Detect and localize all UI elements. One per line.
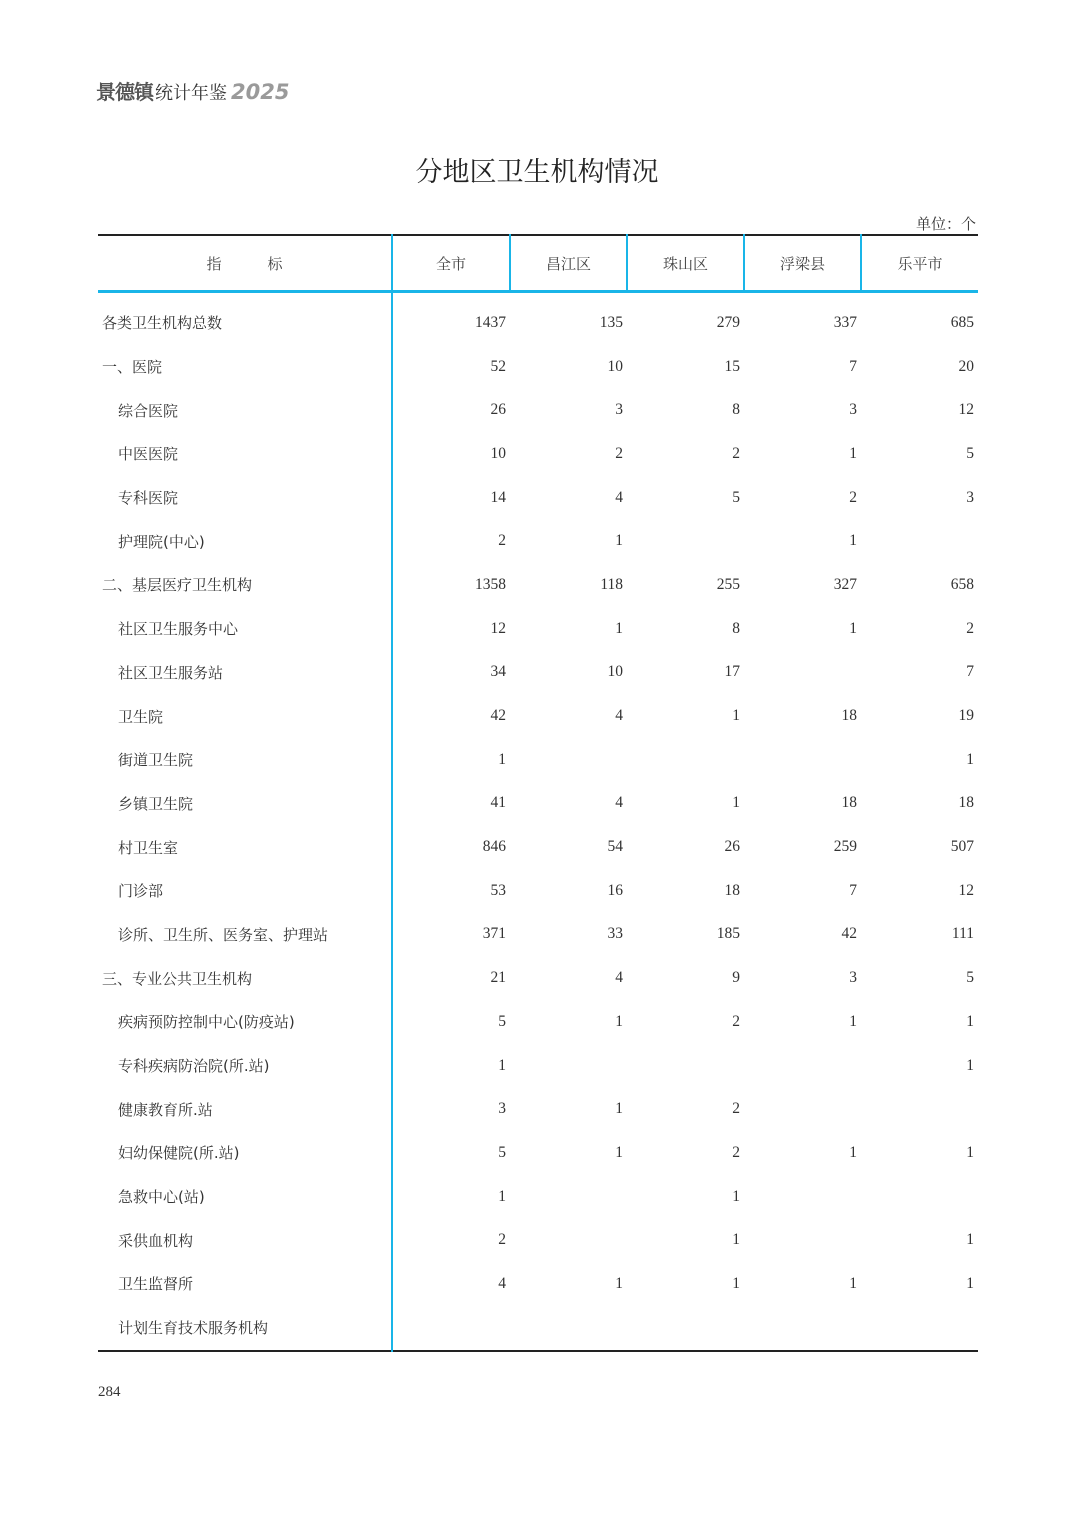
table-cell: 2 <box>732 1100 740 1118</box>
table-cell: 1 <box>615 1274 623 1292</box>
table-cell: 1 <box>498 750 506 768</box>
table-cell <box>627 738 744 782</box>
table-cell: 1 <box>732 707 740 725</box>
table-cell: 19 <box>958 707 974 725</box>
table-cell: 26 <box>724 838 740 856</box>
table-cell: 12 <box>958 401 974 419</box>
table-cell: 42 <box>841 925 857 943</box>
table-cell: 1358 <box>475 575 506 593</box>
row-indicator-name: 中医医院 <box>98 432 392 476</box>
table-cell: 2 <box>849 488 857 506</box>
table-cell: 18 <box>958 794 974 812</box>
table-row <box>98 1044 978 1088</box>
row-indicator-name: 村卫生室 <box>98 825 392 869</box>
table-cell: 1 <box>732 1231 740 1249</box>
table-row <box>98 869 978 913</box>
table-cell: 3 <box>849 401 857 419</box>
table-cell: 1 <box>966 1056 974 1074</box>
table-cell: 1 <box>732 794 740 812</box>
table-cell <box>744 1175 861 1219</box>
table-cell: 685 <box>950 313 974 331</box>
table-cell: 3 <box>966 488 974 506</box>
page-title: 分地区卫生机构情况 <box>415 157 659 188</box>
table-cell: 1 <box>966 1012 974 1030</box>
table-row <box>98 1218 978 1262</box>
table-row <box>98 694 978 738</box>
table-row <box>98 738 978 782</box>
table-cell: 10 <box>490 444 506 462</box>
table-cell: 658 <box>950 575 974 593</box>
row-indicator-name: 一、医院 <box>98 345 392 389</box>
table-cell: 1 <box>615 532 623 550</box>
table-cell <box>510 1044 627 1088</box>
table-cell: 12 <box>958 881 974 899</box>
table-cell: 33 <box>607 925 623 943</box>
table-cell: 4 <box>615 488 623 506</box>
table-cell: 371 <box>482 925 506 943</box>
table-cell: 507 <box>950 838 974 856</box>
column-header-indicator <box>98 235 392 292</box>
table-cell: 2 <box>732 444 740 462</box>
table-cell: 259 <box>833 838 857 856</box>
table-cell: 2 <box>732 1143 740 1161</box>
table-cell: 1 <box>732 1274 740 1292</box>
table-row <box>98 292 978 345</box>
table-cell: 2 <box>498 1231 506 1249</box>
indicator-header-char-1: 指 <box>206 254 222 273</box>
table-cell <box>627 519 744 563</box>
table-cell: 118 <box>600 575 623 593</box>
table-cell: 2 <box>498 532 506 550</box>
table-cell: 4 <box>498 1274 506 1292</box>
table-row <box>98 345 978 389</box>
table-cell: 1 <box>849 1274 857 1292</box>
table-row <box>98 1262 978 1306</box>
row-indicator-name: 卫生监督所 <box>98 1262 392 1306</box>
table-row <box>98 1131 978 1175</box>
table-cell: 327 <box>833 575 857 593</box>
table-cell: 12 <box>490 619 506 637</box>
table-row <box>98 388 978 432</box>
row-indicator-name: 三、专业公共卫生机构 <box>98 956 392 1000</box>
table-cell: 279 <box>716 313 740 331</box>
running-header <box>96 76 289 102</box>
table-cell: 15 <box>724 357 740 375</box>
table-cell: 1 <box>498 1056 506 1074</box>
table-cell <box>861 519 978 563</box>
table-row <box>98 476 978 520</box>
column-header-city-total: 全市 <box>392 235 510 292</box>
table-cell: 54 <box>607 838 623 856</box>
table-header-row <box>98 235 978 292</box>
table-cell: 1 <box>615 1012 623 1030</box>
row-indicator-name: 乡镇卫生院 <box>98 782 392 826</box>
table-row <box>98 432 978 476</box>
table-cell: 1 <box>849 619 857 637</box>
row-indicator-name: 门诊部 <box>98 869 392 913</box>
table-cell: 1 <box>732 1187 740 1205</box>
row-indicator-name: 专科医院 <box>98 476 392 520</box>
table-cell: 14 <box>490 488 506 506</box>
row-indicator-name: 街道卫生院 <box>98 738 392 782</box>
table-cell: 34 <box>490 663 506 681</box>
table-cell: 8 <box>732 619 740 637</box>
row-indicator-name: 卫生院 <box>98 694 392 738</box>
row-indicator-name: 急救中心(站) <box>98 1175 392 1219</box>
table-cell <box>744 1044 861 1088</box>
table-row <box>98 607 978 651</box>
table-row <box>98 1306 978 1351</box>
table-cell: 4 <box>615 707 623 725</box>
table-cell: 3 <box>615 401 623 419</box>
table-cell: 1 <box>615 1100 623 1118</box>
table-cell: 1 <box>966 1143 974 1161</box>
row-indicator-name: 综合医院 <box>98 388 392 432</box>
table-cell: 1 <box>615 619 623 637</box>
table-row <box>98 1000 978 1044</box>
table-cell: 2 <box>732 1012 740 1030</box>
table-cell: 3 <box>849 969 857 987</box>
table-cell: 52 <box>490 357 506 375</box>
row-indicator-name: 健康教育所.站 <box>98 1087 392 1131</box>
table-cell: 18 <box>841 794 857 812</box>
table-cell: 1 <box>966 750 974 768</box>
table-cell: 26 <box>490 401 506 419</box>
table-cell <box>392 1306 510 1351</box>
table-cell: 846 <box>482 838 506 856</box>
table-cell: 3 <box>498 1100 506 1118</box>
column-header-fuliang: 浮梁县 <box>744 235 861 292</box>
table-cell <box>744 651 861 695</box>
header-city: 景德镇 <box>96 80 153 104</box>
row-indicator-name: 二、基层医疗卫生机构 <box>98 563 392 607</box>
table-cell: 10 <box>607 357 623 375</box>
table-row <box>98 956 978 1000</box>
row-indicator-name: 护理院(中心) <box>98 519 392 563</box>
table-cell: 1 <box>849 532 857 550</box>
row-indicator-name: 社区卫生服务中心 <box>98 607 392 651</box>
table-cell: 16 <box>607 881 623 899</box>
row-indicator-name: 各类卫生机构总数 <box>98 292 392 345</box>
table-cell: 135 <box>599 313 623 331</box>
table-cell <box>627 1044 744 1088</box>
table-cell: 5 <box>966 444 974 462</box>
row-indicator-name: 计划生育技术服务机构 <box>98 1306 392 1351</box>
table-cell <box>510 1218 627 1262</box>
table-cell: 7 <box>849 357 857 375</box>
row-indicator-name: 诊所、卫生所、医务室、护理站 <box>98 913 392 957</box>
table-cell: 41 <box>490 794 506 812</box>
column-header-changjiang: 昌江区 <box>510 235 627 292</box>
table-cell <box>510 1306 627 1351</box>
table-cell: 1 <box>966 1274 974 1292</box>
table-cell: 5 <box>498 1143 506 1161</box>
header-year: 2025 <box>231 80 290 104</box>
table-cell <box>861 1306 978 1351</box>
row-indicator-name: 专科疾病防治院(所.站) <box>98 1044 392 1088</box>
table-cell: 337 <box>833 313 857 331</box>
table-cell: 18 <box>841 707 857 725</box>
table-cell <box>627 1306 744 1351</box>
table-cell <box>744 738 861 782</box>
table-cell <box>861 1087 978 1131</box>
column-header-zhushan: 珠山区 <box>627 235 744 292</box>
table-cell: 5 <box>732 488 740 506</box>
table-cell: 1 <box>849 444 857 462</box>
page-number: 284 <box>98 1384 121 1400</box>
table-cell: 1 <box>849 1012 857 1030</box>
row-indicator-name: 妇幼保健院(所.站) <box>98 1131 392 1175</box>
table-cell <box>861 1175 978 1219</box>
row-indicator-name: 采供血机构 <box>98 1218 392 1262</box>
table-row <box>98 1175 978 1219</box>
table-cell: 1 <box>498 1187 506 1205</box>
table-cell: 1 <box>966 1231 974 1249</box>
table-cell: 8 <box>732 401 740 419</box>
table-row <box>98 651 978 695</box>
table-cell: 1 <box>615 1143 623 1161</box>
table-row <box>98 563 978 607</box>
table-cell: 1 <box>849 1143 857 1161</box>
table-cell: 4 <box>615 794 623 812</box>
table-cell: 4 <box>615 969 623 987</box>
unit-label: 单位：个 <box>915 215 976 233</box>
table-cell: 7 <box>849 881 857 899</box>
table-row <box>98 913 978 957</box>
table-cell <box>744 1087 861 1131</box>
column-header-leping: 乐平市 <box>861 235 978 292</box>
table-cell: 42 <box>490 707 506 725</box>
table-cell: 10 <box>607 663 623 681</box>
table-row <box>98 1087 978 1131</box>
table-cell: 185 <box>716 925 740 943</box>
table-cell: 5 <box>966 969 974 987</box>
table-row <box>98 782 978 826</box>
table-cell: 21 <box>490 969 506 987</box>
table-cell <box>510 738 627 782</box>
table-cell <box>744 1306 861 1351</box>
row-indicator-name: 社区卫生服务站 <box>98 651 392 695</box>
table-cell <box>510 1175 627 1219</box>
row-indicator-name: 疾病预防控制中心(防疫站) <box>98 1000 392 1044</box>
table-cell: 53 <box>490 881 506 899</box>
table-cell: 9 <box>732 969 740 987</box>
table-cell: 1437 <box>475 313 506 331</box>
table-cell: 20 <box>958 357 974 375</box>
header-book-title: 统计年鉴 <box>155 83 227 104</box>
table-cell: 2 <box>615 444 623 462</box>
table-cell: 7 <box>966 663 974 681</box>
table-cell: 17 <box>724 663 740 681</box>
indicator-header-char-2: 标 <box>267 254 283 273</box>
table-row <box>98 519 978 563</box>
table-cell: 255 <box>716 575 740 593</box>
table-cell: 111 <box>951 925 974 943</box>
table-cell: 18 <box>724 881 740 899</box>
table-cell <box>744 1218 861 1262</box>
table-row <box>98 825 978 869</box>
health-institutions-table <box>98 234 978 1352</box>
table-cell: 5 <box>498 1012 506 1030</box>
table-cell: 2 <box>966 619 974 637</box>
